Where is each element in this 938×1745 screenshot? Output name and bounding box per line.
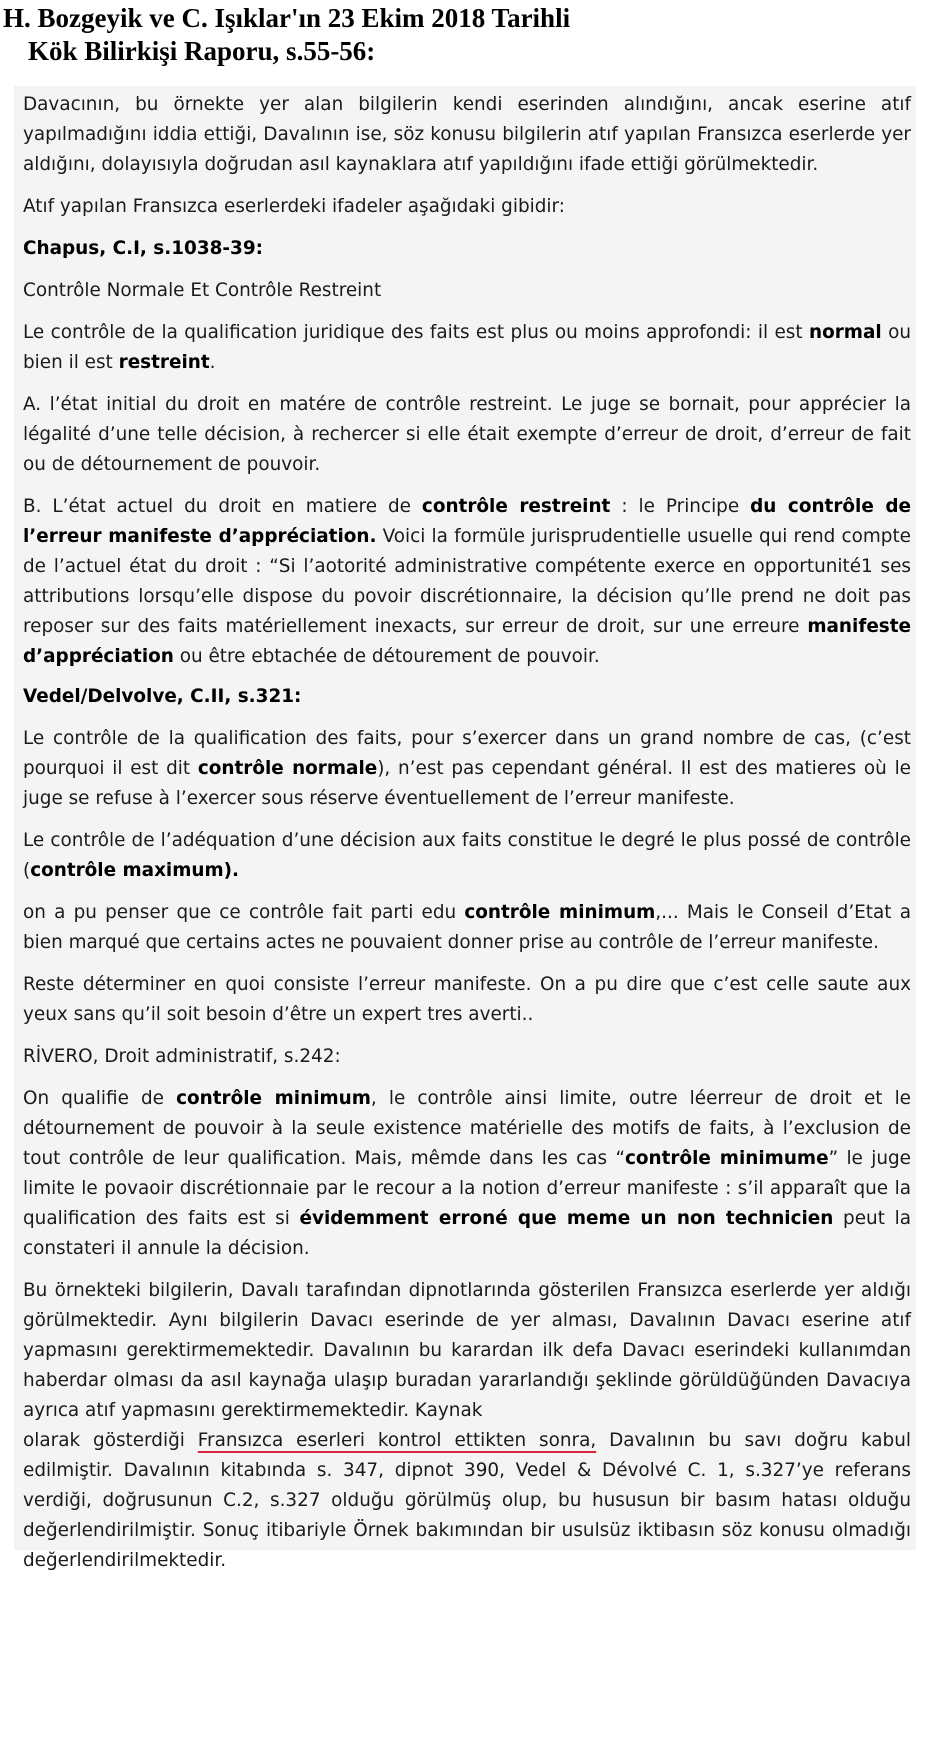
paragraph-conclusion-part1: Bu örnekteki bilgilerin, Davalı tarafından dipnotlarında gösterilen Fransızca eserlerde yer aldığı görülmektedir. Aynı bilgilerin Davacı eserinde de yer alması, Davalının Davacı eserine atıf yapmasını gerektirmemektedir. Davalının bu karardan ilk defa Davacı eserindeki kullanımdan haberdar olması da asıl kaynağa ulaşıp buradan yararlandığı şeklinde görüldüğünden Davacıya ayrıca atıf yapmasını gerektirmemektedir. Kaynak <box>23 1280 911 1421</box>
report-body <box>23 90 911 1588</box>
paragraph-initial-state: A. l’état initial du droit en matére de contrôle restreint. Le juge se bornait, pour apprécier la légalité d’une telle décision, à rechercer si elle était exempte d’erreur de droit, d’erreur de fait ou de détournement de pouvoir. <box>23 394 911 475</box>
paragraph-minimum: on a pu penser que ce contrôle fait parti edu contrôle minimum,... Mais le Conseil d’Etat a bien marqué que certains actes ne pouvaient donner prise au contrôle de l’erreur manifeste. <box>23 902 911 953</box>
paragraph-control-title: Contrôle Normale Et Contrôle Restreint <box>23 280 382 301</box>
heading-rivero: RİVERO, Droit administratif, s.242: <box>23 1046 341 1067</box>
paragraph-sources-intro: Atıf yapılan Fransızca eserlerdeki ifadeler aşağıdaki gibidir: <box>23 196 565 217</box>
paragraph-current-state: B. L’état actuel du droit en matiere de contrôle restreint : le Principe du contrôle de l’erreur manifeste d’appréciation. Voici la formüle jurisprudentielle usuelle qui rend compte de l’actuel état du droit : “Si l’aotorité administrative compétente exerce en opportunité1 ses attributions lorsqu’elle dispose du povoir discrétionnaire, la décision qu’lle prend ne doit pas reposer sur des faits matériellement inexacts, sur erreur de droit, sur une erreure manifeste d’appréciation ou être ebtachée de détourement de pouvoir. <box>23 496 911 667</box>
paragraph-adequation: Le contrôle de l’adéquation d’une décision aux faits constitue le degré le plus possé de contrôle (contrôle maximum). <box>23 830 911 881</box>
heading-vedel: Vedel/Delvolve, C.II, s.321: <box>23 686 302 707</box>
underlined-phrase: Fransızca eserleri kontrol ettikten sonra, <box>197 1430 597 1451</box>
paragraph-rivero: On qualifie de contrôle minimum, le contrôle ainsi limite, outre léerreur de droit et le détournement de pouvoir à la seule existence matérielle des motifs de faits, à l’exclusion de tout contrôle de leur qualification. Mais, mêmde dans les cas “contrôle minimume” le juge limite le povaoir discrétionnaie par le recour a la notion d’erreur manifeste : s’il apparaît que la qualification des faits est si évidemment erroné que meme un non technicien peut la constateri il annule la décision. <box>23 1088 912 1259</box>
heading-chapus: Chapus, C.I, s.1038-39: <box>23 238 264 259</box>
paragraph-qualification-faits: Le contrôle de la qualification des faits, pour s’exercer dans un grand nombre de cas, (c’est pourquoi il est dit contrôle normale), n’est pas cependant général. Il est des matieres où le juge se refuse à l’exercer sous réserve éventuellement de l’erreur manifeste. <box>23 728 911 809</box>
paragraph-qualification: Le contrôle de la qualification juridique des faits est plus ou moins approfondi: il est normal ou bien il est restreint. <box>23 322 911 373</box>
report-title <box>3 2 683 68</box>
paragraph-intro: Davacının, bu örnekte yer alan bilgilerin kendi eserinden alındığını, ancak eserine atıf yapılmadığını iddia ettiği, Davalının ise, söz konusu bilgilerin atıf yapılan Fransızca eserlerde yer aldığını, dolayısıyla doğrudan asıl kaynaklara atıf yapıldığını ifade ettiği görülmektedir. <box>23 94 911 175</box>
paragraph-conclusion-part2: olarak gösterdiği Fransızca eserleri kontrol ettikten sonra, Davalının bu savı doğru kabul edilmiştir. Davalının kitabında s. 347, dipnot 390, Vedel & Dévolvé C. 1, s.327’ye referans verdiği, doğrusunun C.2, s.327 olduğu görülmüş olup, bu hususun bir basım hatası olduğu değerlendirilmiştir. Sonuç itibariyle Örnek bakımından bir usulsüz iktibasın söz konusu olmadığı değerlendirilmektedir. <box>23 1430 911 1571</box>
title-line-2: Kök Bilirkişi Raporu, s.55-56: <box>28 36 376 66</box>
title-line-1: H. Bozgeyik ve C. Işıklar'ın 23 Ekim 2018 Tarihli <box>3 3 571 33</box>
paragraph-erreur-manifeste: Reste déterminer en quoi consiste l’erreur manifeste. On a pu dire que c’est celle saute aux yeux sans qu’il soit besoin d’être un expert tres averti.. <box>23 974 911 1025</box>
